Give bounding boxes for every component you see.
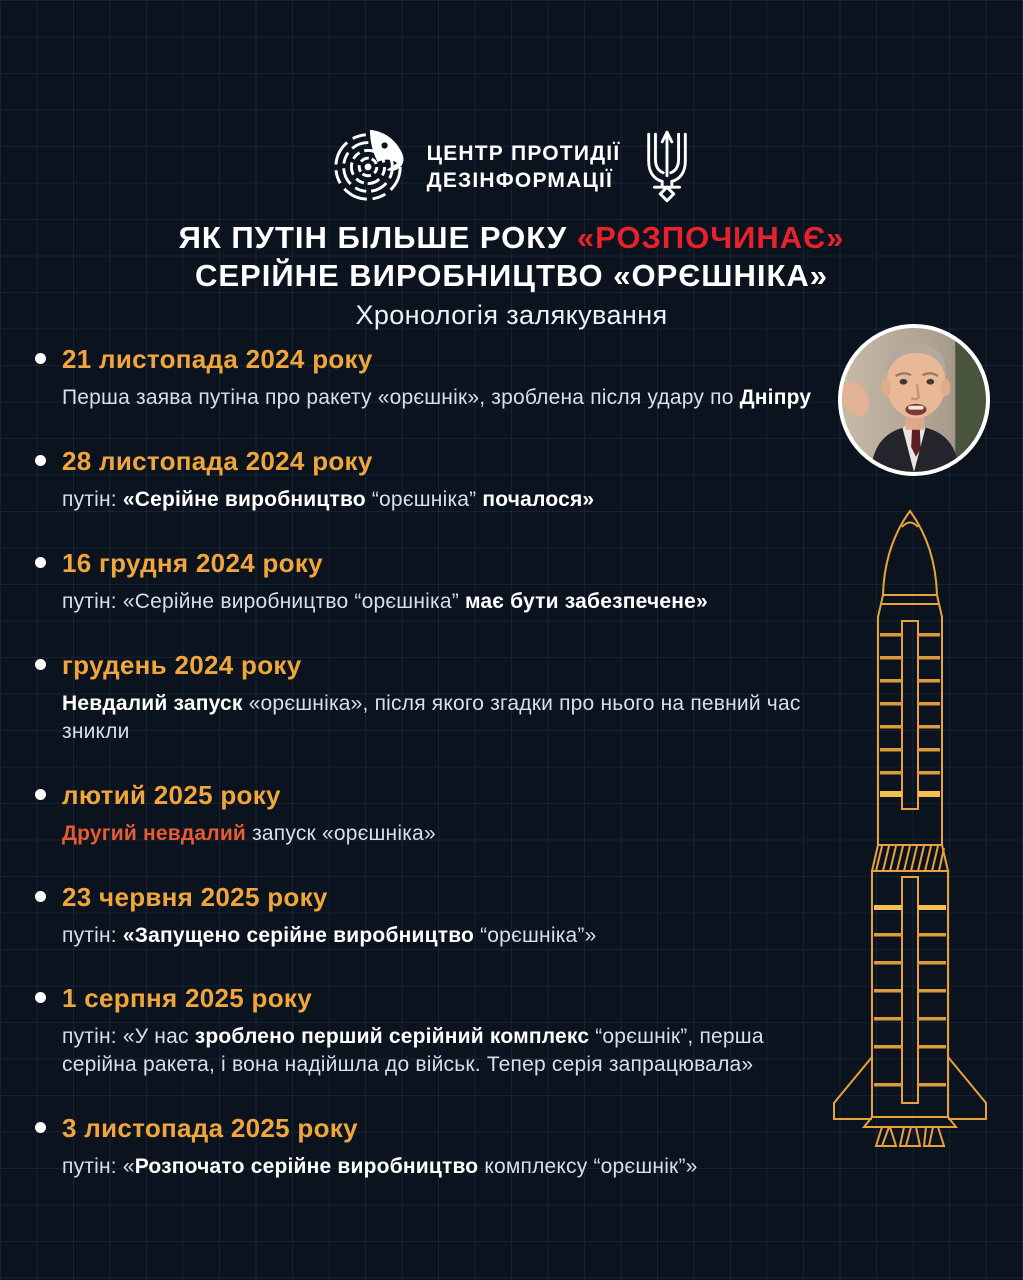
cpd-labyrinth-falcon-logo-icon [329,126,407,209]
timeline-text: путін: «У нас зроблено перший серійний комплекс “орєшнік”, перша серійна ракета, і вона надійшла до військ. Тепер серія запрацювала» [62,1025,764,1077]
bullet-dot-icon [35,1122,46,1133]
timeline-item [62,650,830,746]
timeline-item [62,548,830,616]
timeline-text: путін: «Розпочато серійне виробництво комплексу “орєшнік”» [62,1155,698,1179]
header [0,126,1023,209]
timeline-date: 3 листопада 2025 року [62,1113,358,1144]
org-name-line2: ДЕЗІНФОРМАЦІЇ [426,168,614,192]
page-title-line1 [0,219,1023,257]
page-subtitle: Хронологія залякування [355,299,668,330]
bullet-dot-icon [35,353,46,364]
ukraine-trident-icon [640,127,694,208]
page-title-line2: СЕРІЙНЕ ВИРОБНИЦТВО «ОРЄШНІКА» [194,257,829,293]
timeline-text: Невдалий запуск «орєшніка», після якого згадки про нього на певний час зникли [62,691,801,743]
bullet-dot-icon [35,992,46,1003]
timeline-date: лютий 2025 року [62,779,281,810]
title-block [0,219,1023,331]
timeline-date: 23 червня 2025 року [62,881,328,912]
timeline-text: путін: «Серійне виробництво “орєшніка” має бути забезпечене» [62,589,708,613]
org-name-line1: ЦЕНТР ПРОТИДІЇ [426,142,621,166]
timeline-text: Перша заява путіна про ракету «орєшнік», зроблена після удару по Дніпру [62,386,812,409]
bullet-dot-icon [35,557,46,568]
timeline-item [62,344,830,412]
timeline-text: путін: «Серійне виробництво “орєшніка” почалося» [62,487,595,511]
timeline-date: грудень 2024 року [62,649,302,680]
timeline [62,344,830,1215]
timeline-date: 28 листопада 2024 року [62,445,373,476]
timeline-item [62,882,830,950]
timeline-item [62,780,830,848]
bullet-dot-icon [35,891,46,902]
timeline-text: Другий невдалий запуск «орєшніка» [62,821,436,845]
oreshnik-missile-outline-icon [826,505,994,1162]
putin-portrait-photo [838,324,990,476]
timeline-date: 21 листопада 2024 року [62,344,373,374]
title-red-part: «РОЗПОЧИНАЄ» [576,220,845,255]
title-white-part: ЯК ПУТІН БІЛЬШЕ РОКУ [178,220,577,255]
bullet-dot-icon [35,659,46,670]
bullet-dot-icon [35,789,46,800]
timeline-text: путін: «Запущено серійне виробництво “орєшніка”» [62,923,597,947]
org-name [427,141,621,194]
timeline-date: 16 грудня 2024 року [62,547,323,578]
bullet-dot-icon [35,455,46,466]
timeline-item [62,983,830,1079]
timeline-date: 1 серпня 2025 року [62,983,312,1014]
timeline-item [62,1113,830,1181]
timeline-item [62,446,830,514]
